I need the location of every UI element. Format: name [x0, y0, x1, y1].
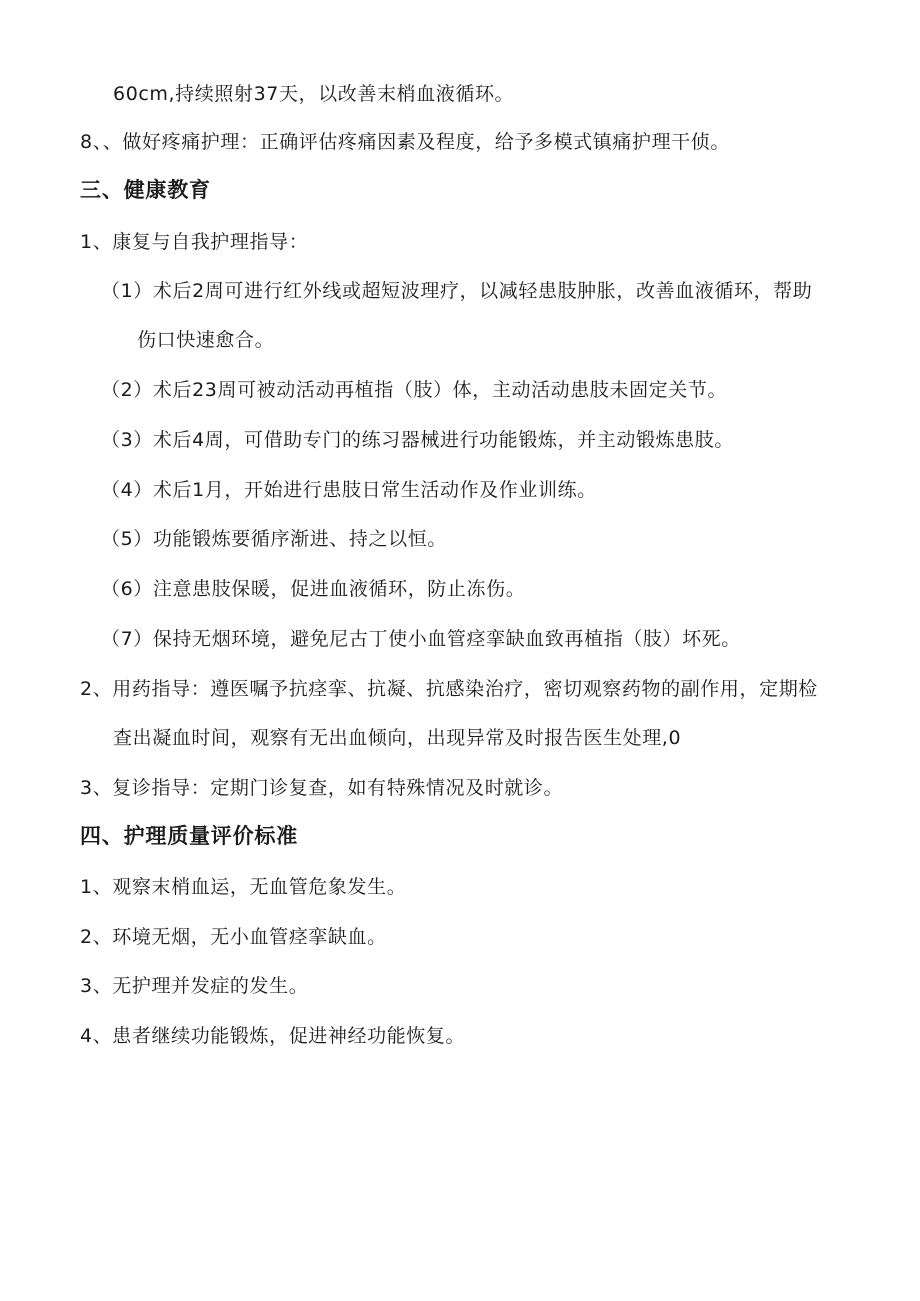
- edu-1-sub-7: （7）保持无烟环境，避免尼古丁使小血管痉挛缺血致再植指（肢）坏死。: [101, 628, 741, 650]
- edu-1-sub-5: （5）功能锻炼要循序渐进、持之以恒。: [101, 528, 447, 550]
- edu-1-title: 1、康复与自我护理指导：: [80, 231, 309, 253]
- edu-2-line-1: 2、用药指导：遵医嘱予抗痉挛、抗凝、抗感染治疗，密切观察药物的副作用，定期检: [80, 678, 818, 700]
- continued-text-line: 60cm,持续照射37天，以改善末梢血液循环。: [113, 83, 515, 105]
- section-4-heading: 四、护理质量评价标准: [80, 824, 298, 848]
- edu-1-sub-2: （2）术后23周可被动活动再植指（肢）体，主动活动患肢未固定关节。: [101, 379, 728, 401]
- edu-2-line-2: 查出凝血时间，观察有无出血倾向，出现异常及时报告医生处理,0: [113, 727, 682, 749]
- edu-1-sub-4: （4）术后1月，开始进行患肢日常生活动作及作业训练。: [101, 479, 597, 501]
- eval-item-2: 2、环境无烟，无小血管痉挛缺血。: [80, 926, 387, 948]
- edu-1-sub-3: （3）术后4周，可借助专门的练习器械进行功能锻炼，并主动锻炼患肢。: [101, 429, 734, 451]
- edu-1-sub-1-line-2: 伤口快速愈合。: [137, 329, 275, 351]
- edu-1-sub-1-line-1: （1）术后2周可进行红外线或超短波理疗，以减轻患肢肿胀，改善血液循环，帮助: [101, 280, 813, 302]
- edu-1-sub-6: （6）注意患肢保暖，促进血液循环，防止冻伤。: [101, 578, 526, 600]
- eval-item-3: 3、无护理并发症的发生。: [80, 975, 309, 997]
- section-3-heading: 三、健康教育: [80, 178, 211, 202]
- edu-3-followup: 3、复诊指导：定期门诊复查，如有特殊情况及时就诊。: [80, 777, 564, 799]
- eval-item-4: 4、患者继续功能锻炼，促进神经功能恢复。: [80, 1025, 466, 1047]
- item-8-pain-care: 8、、做好疼痛护理：正确评估疼痛因素及程度，给予多模式镇痛护理干侦。: [80, 131, 730, 153]
- eval-item-1: 1、观察末梢血运，无血管危象发生。: [80, 876, 407, 898]
